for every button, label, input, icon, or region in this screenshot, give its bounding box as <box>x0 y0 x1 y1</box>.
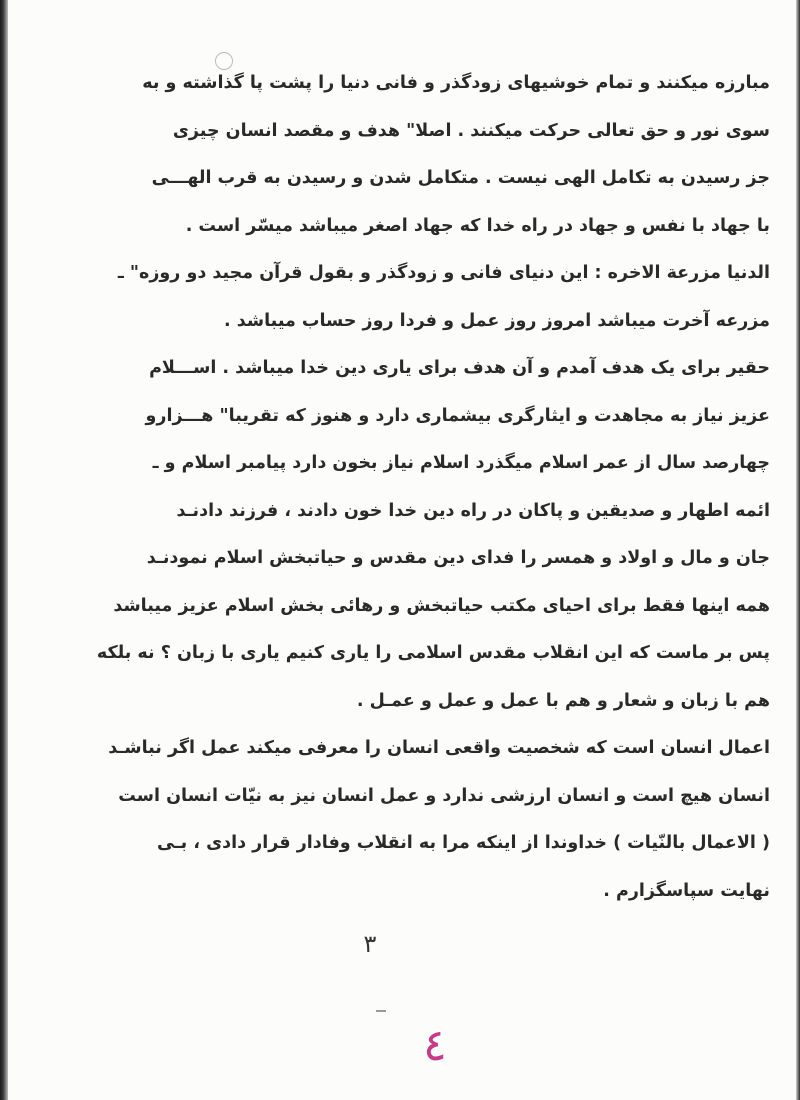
text-line: چهارصد سال از عمر اسلام میگذرد اسلام نیاز بخون دارد پیامبر اسلام و ـ <box>152 453 770 473</box>
text-line: جان و مال و اولاد و همسر را فدای دین مقدس و حیاتبخش اسلام نمودنـد <box>146 548 770 568</box>
dash-mark <box>376 1010 386 1012</box>
text-line: پس بر ماست که این انقلاب مقدس اسلامی را یاری کنیم یاری با زبان ؟ نه بلکه <box>96 643 770 663</box>
text-line: حقیر برای یک هدف آمدم و آن هدف برای یاری دین خدا میباشد . اســـلام <box>149 358 770 378</box>
text-line: عزیز نیاز به مجاهدت و ایثارگری بیشماری دارد و هنوز که تقریبا" هـــزارو <box>145 405 770 426</box>
text-line: نهایت سپاسگزارم . <box>603 880 770 901</box>
text-line: با جهاد با نفس و جهاد در راه خدا که جهاد اصغر میباشد میسّر است . <box>185 215 770 236</box>
text-line: جز رسیدن به تکامل الهی نیست . متکامل شدن و رسیدن به قرب الهـــی <box>151 168 770 188</box>
page-number: ۳ <box>363 930 377 958</box>
document-body <box>30 60 770 915</box>
text-line: ائمه اطهار و صدیقین و پاکان در راه دین خدا خون دادند ، فرزند دادنـد <box>176 500 770 521</box>
text-line: الدنیا مزرعة الاخره : این دنیای فانی و زودگذر و بقول قرآن مجید دو روزه" ـ <box>117 263 770 283</box>
text-line: مزرعه آخرت میباشد امروز روز عمل و فردا روز حساب میباشد . <box>224 310 770 331</box>
text-line: سوی نور و حق تعالی حرکت میکنند . اصلا" هدف و مقصد انسان چیزی <box>172 120 770 141</box>
text-line: مبارزه میکنند و تمام خوشیهای زودگذر و فانی دنیا را پشت پا گذاشته و به <box>142 73 770 93</box>
scan-edge-left <box>0 0 8 1100</box>
text-line: ( الاعمال بالنّیات ) خداوندا از اینکه مرا به انقلاب وفادار قرار دادی ، بـی <box>157 833 770 853</box>
text-line: همه اینها فقط برای احیای مکتب حیاتبخش و رهائی بخش اسلام عزیز میباشد <box>113 595 770 616</box>
archive-page-mark: ٤ <box>423 1020 447 1071</box>
text-line: انسان هیچ است و انسان ارزشی ندارد و عمل انسان نیز به نیّات انسان است <box>118 785 770 806</box>
scan-edge-right <box>796 0 800 1100</box>
text-line: اعمال انسان است که شخصیت واقعی انسان را معرفی میکند عمل اگر نباشـد <box>108 738 770 758</box>
text-line: هم با زبان و شعار و هم با عمل و عمل و عمـل . <box>356 690 770 711</box>
